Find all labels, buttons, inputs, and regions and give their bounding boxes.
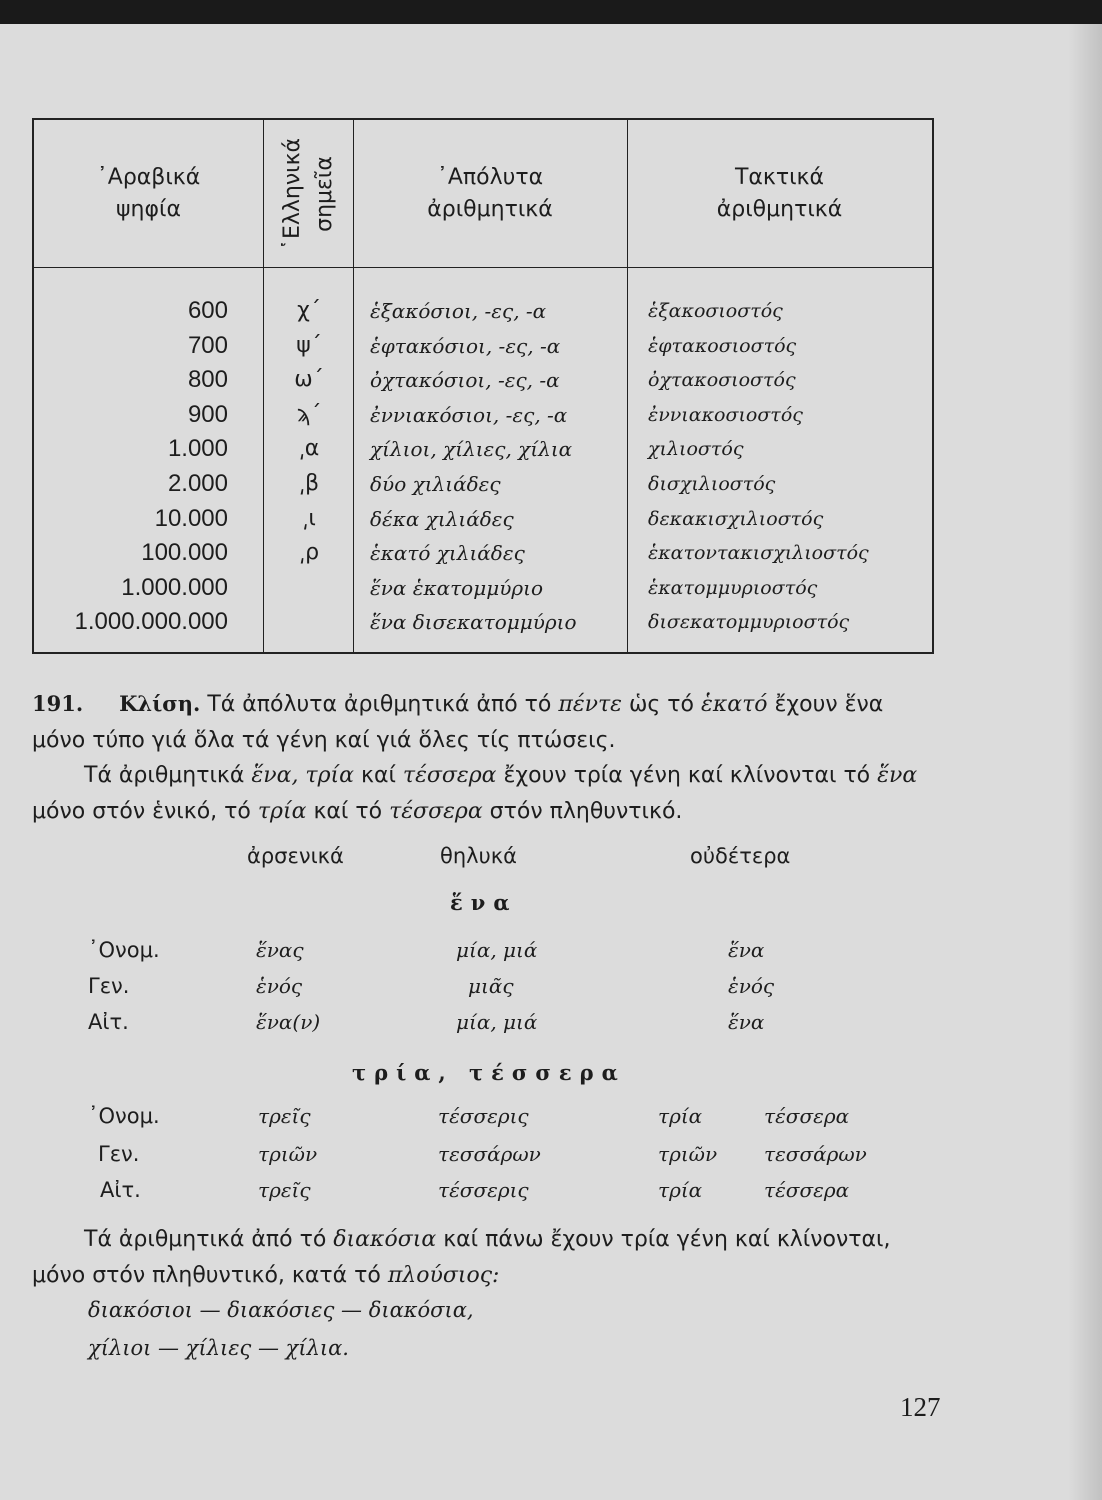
italic-run: πέντε	[558, 692, 622, 717]
form-neuter-tessera: τέσσερα	[764, 1104, 850, 1128]
form-neuter-tessera: τεσσάρων	[764, 1142, 867, 1166]
section-191-paragraph-2	[32, 758, 942, 830]
arabic-cell: 1.000.000.000	[74, 608, 228, 636]
text-run: στόν πληθυντικό.	[482, 799, 683, 824]
form-feminine: μιᾶς	[468, 974, 514, 998]
form-neuter: ἕνα	[728, 938, 765, 962]
form-neuter-tessera: τέσσερα	[764, 1178, 850, 1202]
absolute-cell: ὀχτακόσιοι, -ες, -α	[370, 368, 560, 393]
greek-cell: ͵ι	[302, 505, 316, 531]
case-label: Αἰτ.	[100, 1178, 141, 1202]
italic-run: διακόσια	[333, 1227, 437, 1252]
form-masc-fem-tessera: τεσσάρων	[438, 1142, 541, 1166]
form-neuter-tria: τρία	[658, 1178, 703, 1202]
form-neuter-tria: τρία	[658, 1104, 703, 1128]
italic-run: ἑκατό	[701, 692, 768, 717]
absolute-cell: δέκα χιλιάδες	[370, 506, 514, 531]
greek-cell: ͵α	[298, 436, 320, 462]
text-run: καί πάνω ἔχουν τρία γένη καί κλίνονται, μόνο στόν πληθυντικό, κατά τό	[32, 1227, 891, 1288]
header-greek	[265, 120, 353, 267]
ordinal-cell: ἐννιακοσιοστός	[648, 403, 803, 426]
page-number: 127	[900, 1392, 941, 1422]
example-chilioi: χίλιοι — χίλιες — χίλια.	[88, 1336, 349, 1360]
arabic-cell: 1.000	[167, 435, 228, 463]
case-label: ᾿Ονομ.	[88, 938, 160, 962]
form-masculine: ἕνας	[256, 938, 304, 962]
italic-run: πλούσιος:	[387, 1263, 500, 1288]
absolute-cell: χίλιοι, χίλιες, χίλια	[370, 437, 573, 462]
table-divider	[263, 120, 264, 652]
greek-cell	[270, 571, 348, 606]
form-feminine: μία, μιά	[456, 938, 538, 962]
arabic-cell: 900	[187, 400, 228, 428]
italic-run: ἕνα, τρία	[251, 763, 355, 788]
column-absolute	[370, 294, 630, 640]
form-masculine: ἑνός	[256, 974, 303, 998]
column-greek	[270, 294, 348, 640]
text-run: Τά ἀπόλυτα ἀριθμητικά ἀπό τό	[207, 692, 559, 717]
header-absolute-line2: ἀριθμητικά	[427, 197, 553, 222]
ordinal-cell: ἑκατοντακισχιλιοστός	[648, 542, 869, 565]
ordinal-cell: δεκακισχιλιοστός	[648, 507, 824, 530]
text-run: Τά ἀριθμητικά	[84, 763, 252, 788]
text-run: ἔχουν ἕνα μόνο τύπο γιά ὅλα τά γένη καί γιά ὅλες τίς πτώσεις.	[32, 692, 884, 753]
text-run: ἔχουν τρία γένη καί κλίνονται τό	[496, 763, 878, 788]
table-header-rule	[34, 267, 932, 268]
greek-cell: ͵ρ	[298, 540, 320, 566]
form-neuter: ἕνα	[728, 1010, 765, 1034]
section-number: 191.	[32, 691, 84, 716]
ena-heading: ἕνα	[450, 890, 518, 915]
scan-top-edge	[0, 0, 1102, 24]
case-label: ᾿Ονομ.	[88, 1104, 160, 1128]
absolute-cell: ἐννιακόσιοι, -ες, -α	[370, 402, 568, 427]
case-label: Γεν.	[88, 974, 130, 998]
text-run: καί	[354, 763, 403, 788]
form-masc-fem-tessera: τέσσερις	[438, 1178, 529, 1202]
form-masc-fem-tria: τρεῖς	[258, 1178, 311, 1202]
ordinal-cell: ὀχτακοσιοστός	[648, 369, 796, 392]
gender-header-feminine: θηλυκά	[440, 844, 517, 868]
text-run: καί τό	[306, 799, 390, 824]
header-absolute	[353, 162, 627, 226]
arabic-cell: 800	[187, 366, 228, 394]
header-absolute-line1: ᾿Απόλυτα	[436, 165, 544, 190]
ordinal-cell: ἑξακοσιοστός	[648, 300, 783, 322]
form-neuter: ἑνός	[728, 974, 775, 998]
header-arabic-line2: ψηφία	[116, 197, 181, 222]
italic-run: τέσσερα	[389, 799, 483, 824]
ordinal-cell: δισεκατομμυριοστός	[648, 611, 850, 634]
form-masc-fem-tessera: τέσσερις	[438, 1104, 529, 1128]
page-gutter-shadow	[1068, 24, 1102, 1500]
form-masc-fem-tria: τρεῖς	[258, 1104, 311, 1128]
section-191-paragraph-1	[32, 686, 942, 759]
tria-tessera-heading: τρία, τέσσερα	[352, 1060, 626, 1085]
section-title: Κλίση.	[119, 691, 201, 716]
greek-cell: ψ΄	[296, 332, 322, 358]
arabic-cell: 100.000	[141, 539, 228, 567]
absolute-cell: ἕνα ἑκατομμύριο	[370, 575, 544, 600]
greek-cell	[270, 605, 348, 640]
ordinal-cell: ἑφτακοσιοστός	[648, 334, 797, 357]
numerals-table	[32, 118, 934, 654]
header-greek-line2: σημεῖα	[312, 155, 337, 232]
absolute-cell: ἑκατό χιλιάδες	[370, 541, 525, 566]
header-arabic	[34, 162, 263, 226]
text-run: ὡς τό	[621, 692, 702, 717]
header-ordinal-line2: ἀριθμητικά	[716, 197, 843, 222]
arabic-cell: 1.000.000	[121, 573, 228, 601]
form-feminine: μία, μιά	[456, 1010, 538, 1034]
header-ordinal	[627, 162, 932, 226]
header-greek-line1: ῾Ελληνικά	[280, 137, 305, 250]
closing-paragraph	[32, 1222, 942, 1294]
italic-run: τέσσερα	[402, 763, 497, 788]
form-neuter-tria: τριῶν	[658, 1142, 718, 1166]
arabic-cell: 700	[187, 331, 228, 359]
absolute-cell: δύο χιλιάδες	[370, 471, 501, 496]
text-run: μόνο στόν ἑνικό, τό	[32, 799, 258, 824]
text-run: Τά ἀριθμητικά ἀπό τό	[84, 1227, 334, 1252]
arabic-cell: 2.000	[167, 469, 228, 497]
gender-header-masculine: ἀρσενικά	[247, 844, 344, 868]
example-diakosioi: διακόσιοι — διακόσιες — διακόσια,	[88, 1298, 474, 1322]
arabic-cell: 10.000	[154, 504, 228, 532]
ordinal-cell: χιλιοστός	[648, 438, 744, 461]
ordinal-cell: δισχιλιοστός	[648, 472, 776, 495]
italic-run: τρία	[257, 799, 307, 824]
greek-cell: ͵β	[298, 470, 320, 496]
absolute-cell: ἑφτακόσιοι, -ες, -α	[370, 333, 561, 358]
column-arabic	[34, 294, 228, 640]
case-label: Αἰτ.	[88, 1010, 129, 1034]
greek-cell: ω΄	[294, 367, 324, 393]
absolute-cell: ἕνα δισεκατομμύριο	[370, 610, 577, 635]
header-arabic-line1: ᾿Αραβικά	[96, 165, 201, 190]
gender-header-neuter: οὐδέτερα	[690, 844, 791, 868]
italic-run: ἕνα	[877, 763, 918, 788]
form-masc-fem-tria: τριῶν	[258, 1142, 318, 1166]
greek-cell: ϡ΄	[296, 401, 322, 427]
ordinal-cell: ἑκατομμυριοστός	[648, 576, 818, 599]
form-masculine: ἕνα(ν)	[256, 1010, 321, 1034]
absolute-cell: ἑξακόσιοι, -ες, -α	[370, 299, 547, 323]
header-ordinal-line1: Τακτικά	[734, 165, 825, 190]
case-label: Γεν.	[98, 1142, 140, 1166]
arabic-cell: 600	[187, 297, 228, 324]
greek-cell: χ΄	[297, 298, 321, 323]
column-ordinal	[648, 294, 934, 640]
